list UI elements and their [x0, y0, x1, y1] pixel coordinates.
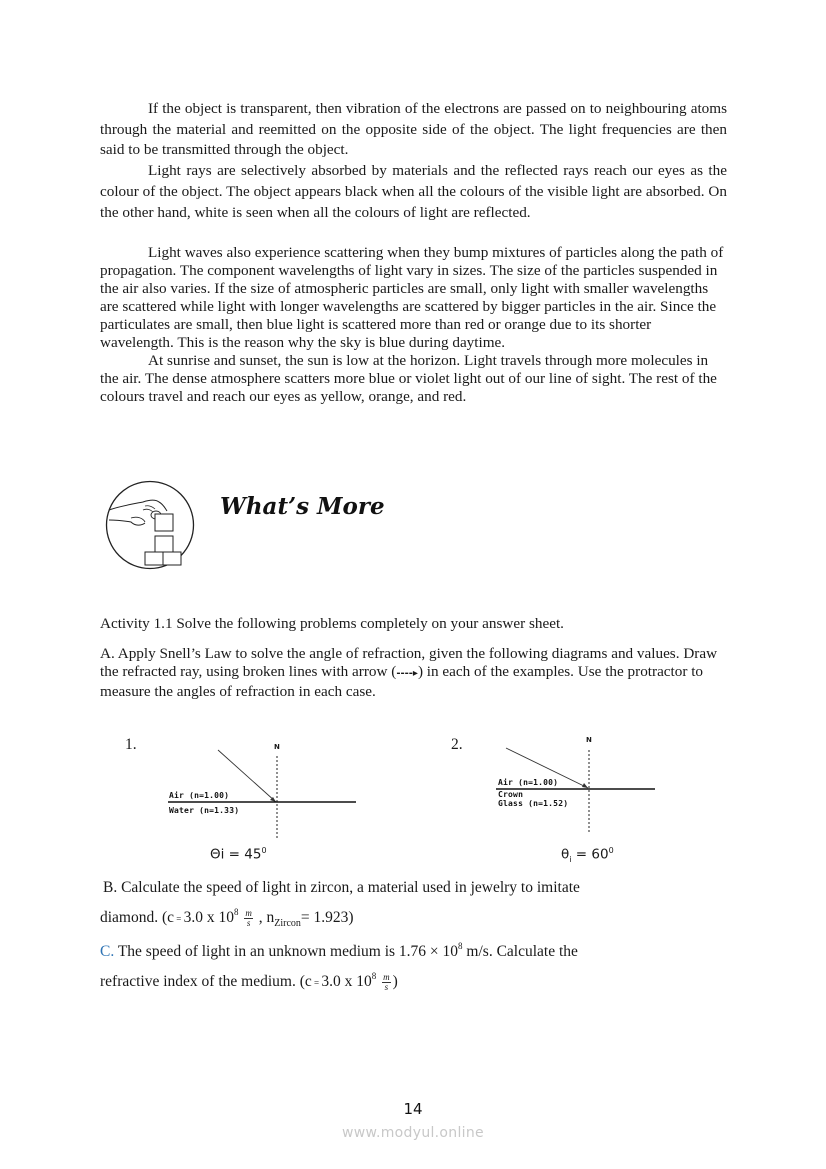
theta-symbol: Θi — [210, 846, 225, 863]
unit-denominator: s — [384, 981, 389, 992]
section-title: What’s More — [220, 493, 385, 520]
angle-value: = 45 — [224, 846, 262, 863]
paragraph-scattering: Light waves also experience scattering when they bump mixtures of particles along the path of propagation. The component wavelengths of light vary in sizes. The size of the particles suspended in the air also varies. If the size of atmospheric particles are small, only light with smaller wavelengths are scattered while light with longer wavelengths are scattered by bigger particles in the air. Since the particulates are small, then blue light is scattered more than red or orange due to its shorter wavelength. This is the reason why the sky is blue during daytime. — [100, 244, 724, 351]
dashed-arrow-symbol: ----▸ — [396, 668, 418, 680]
diagram-1-angle — [210, 846, 267, 863]
angle-value: = 60 — [571, 846, 609, 863]
diagram-2-angle — [561, 846, 614, 864]
page-number: 14 — [403, 1100, 423, 1118]
part-a-text-end: ) in each of the examples. Use the protractor to measure the angles of refraction in each case. — [100, 663, 704, 701]
part-a-text: A. Apply Snell’s Law to solve the angle of refraction, given the following diagrams and values. Draw the refracted ray, using broken lines with arrow ( — [100, 645, 718, 681]
part-c-letter: C. — [100, 943, 115, 960]
watermark: www.modyul.online — [342, 1125, 484, 1141]
part-c-line2 — [100, 964, 578, 995]
diagram-1-refraction — [160, 740, 370, 840]
n-subscript: Zircon — [274, 918, 301, 929]
c-value: 3.0 x 10 — [183, 909, 234, 926]
unit-numerator: m — [245, 907, 252, 918]
bottom-medium-line2: Glass (n=1.52) — [498, 799, 569, 808]
part-b-prefix: diamond. (c — [100, 909, 175, 926]
incident-subscript: i — [569, 855, 572, 865]
close-paren: ) — [392, 973, 398, 990]
diagram-2-normal-label: N — [586, 736, 592, 744]
part-b-problem — [100, 876, 580, 936]
exponent: 8 — [458, 941, 463, 951]
diagram-1-number: 1. — [125, 736, 137, 753]
exponent: 8 — [234, 907, 239, 917]
n-value: = 1.923) — [300, 909, 354, 926]
diagram-2-number: 2. — [451, 736, 463, 753]
diagram-1-top-medium: Air (n=1.00) — [169, 791, 230, 800]
equals-sign: = — [174, 914, 184, 924]
intro-section-2 — [100, 244, 727, 406]
part-c-text-end: m/s. Calculate the — [462, 943, 578, 960]
diagram-1-normal-label: N — [274, 743, 280, 751]
unit-fraction — [382, 973, 391, 992]
diagram-2-top-medium: Air (n=1.00) — [498, 778, 559, 787]
part-c-text: The speed of light in an unknown medium is 1.76 × 10 — [114, 943, 459, 960]
paragraph-sunset: At sunrise and sunset, the sun is low at the horizon. Light travels through more molecules in the air. The dense atmosphere scatters more blue or violet light out of our line of sight. The rest of the colours travel and reach our eyes as yellow, orange, and red. — [100, 352, 717, 405]
paragraph-transparent: If the object is transparent, then vibration of the electrons are passed on to neighbouring atoms through the material and reemitted on the opposite side of the object. The light frequencies are then said to be transmitted through the object. — [100, 100, 727, 159]
intro-section-1 — [100, 99, 727, 223]
part-b-line2 — [100, 900, 580, 936]
equals-sign: = — [311, 978, 322, 988]
diagram-1-bottom-medium: Water (n=1.33) — [169, 806, 240, 815]
degree-symbol: 0 — [608, 846, 614, 855]
c-value: 3.0 x 10 — [321, 973, 372, 990]
activity-heading: Activity 1.1 Solve the following problems completely on your answer sheet. — [100, 615, 564, 632]
part-c-line1 — [100, 934, 578, 964]
unit-denominator: s — [246, 917, 251, 928]
part-c-prefix: refractive index of the medium. (c — [100, 973, 312, 990]
unit-numerator: m — [383, 971, 390, 982]
part-a-instructions — [100, 645, 720, 702]
hand-stacking-blocks-icon — [105, 480, 195, 570]
part-c-problem — [100, 934, 578, 995]
part-b-line1: B. Calculate the speed of light in zircon, a material used in jewelry to imitate — [103, 879, 580, 896]
n-label: , n — [254, 909, 275, 926]
paragraph-absorption: Light rays are selectively absorbed by materials and the reflected rays reach our eyes as the colour of the object. The object appears black when all the colours of the visible light are absorbed. On the other hand, white is seen when all the colours of light are reflected. — [100, 162, 727, 221]
diagram-2-refraction — [490, 740, 660, 835]
degree-symbol: 0 — [261, 846, 267, 855]
unit-fraction — [244, 909, 253, 928]
theta-symbol: θ — [561, 846, 570, 863]
diagram-2-bottom-medium — [498, 790, 568, 808]
exponent: 8 — [371, 971, 377, 981]
bottom-medium-line1: Crown — [498, 790, 524, 799]
